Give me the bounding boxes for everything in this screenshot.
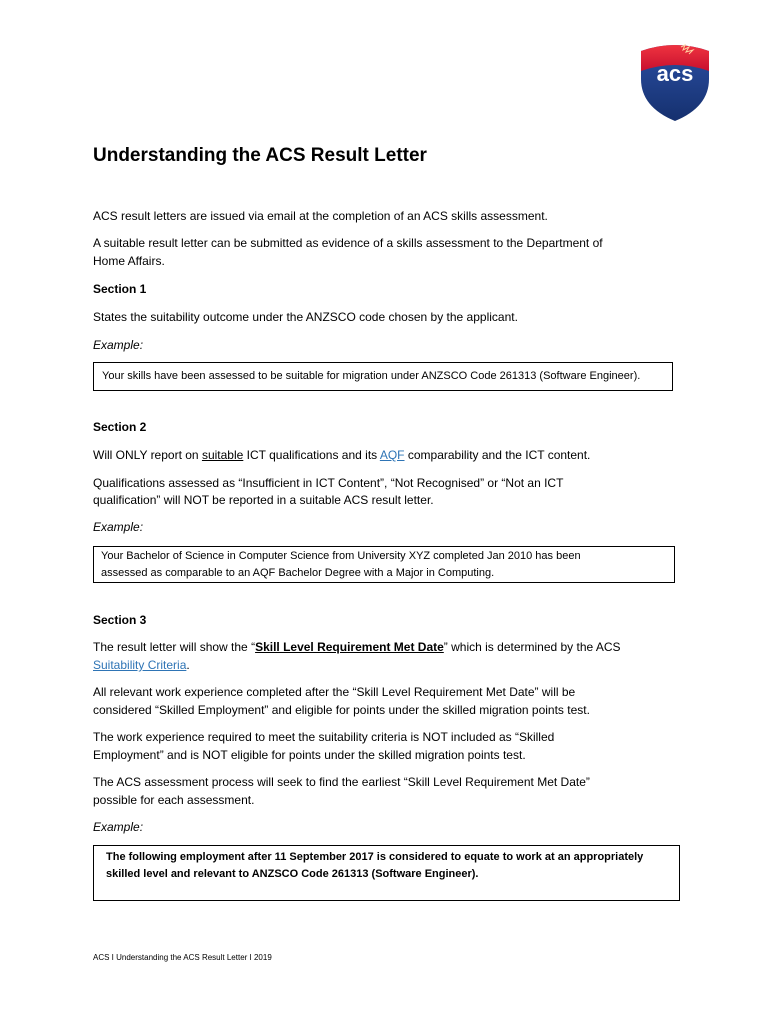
acs-shield-icon — [637, 41, 713, 123]
svg-text:acs: acs — [656, 61, 694, 86]
section-2-heading: Section 2 — [93, 420, 147, 434]
section-3-heading: Section 3 — [93, 613, 147, 627]
section-2-example-label: Example: — [93, 520, 144, 534]
aqf-link[interactable]: AQF — [379, 448, 405, 462]
intro-paragraph-2-line-1: A suitable result letter can be submitted as evidence of a skills assessment to the Department of — [93, 236, 603, 250]
intro-paragraph-2-line-2: Home Affairs. — [93, 254, 165, 268]
section-3-example-line-1: The following employment after 11 September 2017 is considered to equate to work at an appropriately — [106, 851, 644, 863]
section-1-example-label: Example: — [93, 338, 144, 352]
section-3-example-box — [93, 845, 680, 901]
section-2-p1-text-c: comparability and the ICT content. — [404, 448, 591, 462]
page-title: Understanding the ACS Result Letter — [93, 145, 427, 166]
section-1-heading: Section 1 — [93, 282, 147, 296]
section-3-paragraph-1-line-1 — [93, 638, 621, 656]
suitability-criteria-link[interactable]: Suitability Criteria — [93, 658, 187, 672]
acs-logo — [637, 41, 713, 123]
section-2-example-line-2: assessed as comparable to an AQF Bachelor Degree with a Major in Computing. — [101, 567, 495, 579]
section-3-p1-text-b: ” which is determined by the ACS — [443, 640, 621, 654]
suitable-underlined: suitable — [201, 448, 244, 462]
section-2-p1-text-a: Will ONLY report on — [93, 448, 202, 462]
section-2-p1-text-b: ICT qualifications and its — [243, 448, 380, 462]
page-footer: ACS I Understanding the ACS Result Letter I 2019 — [93, 953, 272, 962]
section-1-example-text: Your skills have been assessed to be suitable for migration under ANZSCO Code 261313 (Software Engineer). — [102, 370, 641, 382]
section-3-p1-text-a: The result letter will show the “ — [93, 640, 256, 654]
section-2-paragraph-2-line-2: qualification” will NOT be reported in a suitable ACS result letter. — [93, 493, 434, 507]
section-1-example-box — [93, 362, 673, 391]
section-1-text: States the suitability outcome under the ANZSCO code chosen by the applicant. — [93, 310, 518, 324]
section-2-paragraph-1 — [93, 446, 590, 464]
section-3-paragraph-2-line-2: considered “Skilled Employment” and eligible for points under the skilled migration points test. — [93, 703, 590, 717]
section-2-example-line-1: Your Bachelor of Science in Computer Science from University XYZ completed Jan 2010 has been — [101, 550, 581, 562]
intro-paragraph-1: ACS result letters are issued via email at the completion of an ACS skills assessment. — [93, 209, 548, 223]
section-2-paragraph-2-line-1: Qualifications assessed as “Insufficient in ICT Content”, “Not Recognised” or “Not an ICT — [93, 476, 564, 490]
section-3-paragraph-3-line-2: Employment” and is NOT eligible for points under the skilled migration points test. — [93, 748, 526, 762]
section-3-paragraph-4-line-1: The ACS assessment process will seek to find the earliest “Skill Level Requirement Met Date” — [93, 775, 590, 789]
section-3-p1-period: . — [186, 658, 190, 672]
section-3-example-line-2: skilled level and relevant to ANZSCO Code 261313 (Software Engineer). — [106, 868, 479, 880]
section-3-example-label: Example: — [93, 820, 144, 834]
section-3-paragraph-2-line-1: All relevant work experience completed after the “Skill Level Requirement Met Date” will be — [93, 685, 576, 699]
section-3-paragraph-4-line-2: possible for each assessment. — [93, 793, 255, 807]
section-3-paragraph-1-line-2 — [93, 656, 190, 674]
section-3-paragraph-3-line-1: The work experience required to meet the suitability criteria is NOT included as “Skilled — [93, 730, 555, 744]
section-2-example-box — [93, 546, 675, 583]
skill-level-date-term: Skill Level Requirement Met Date — [255, 640, 444, 654]
